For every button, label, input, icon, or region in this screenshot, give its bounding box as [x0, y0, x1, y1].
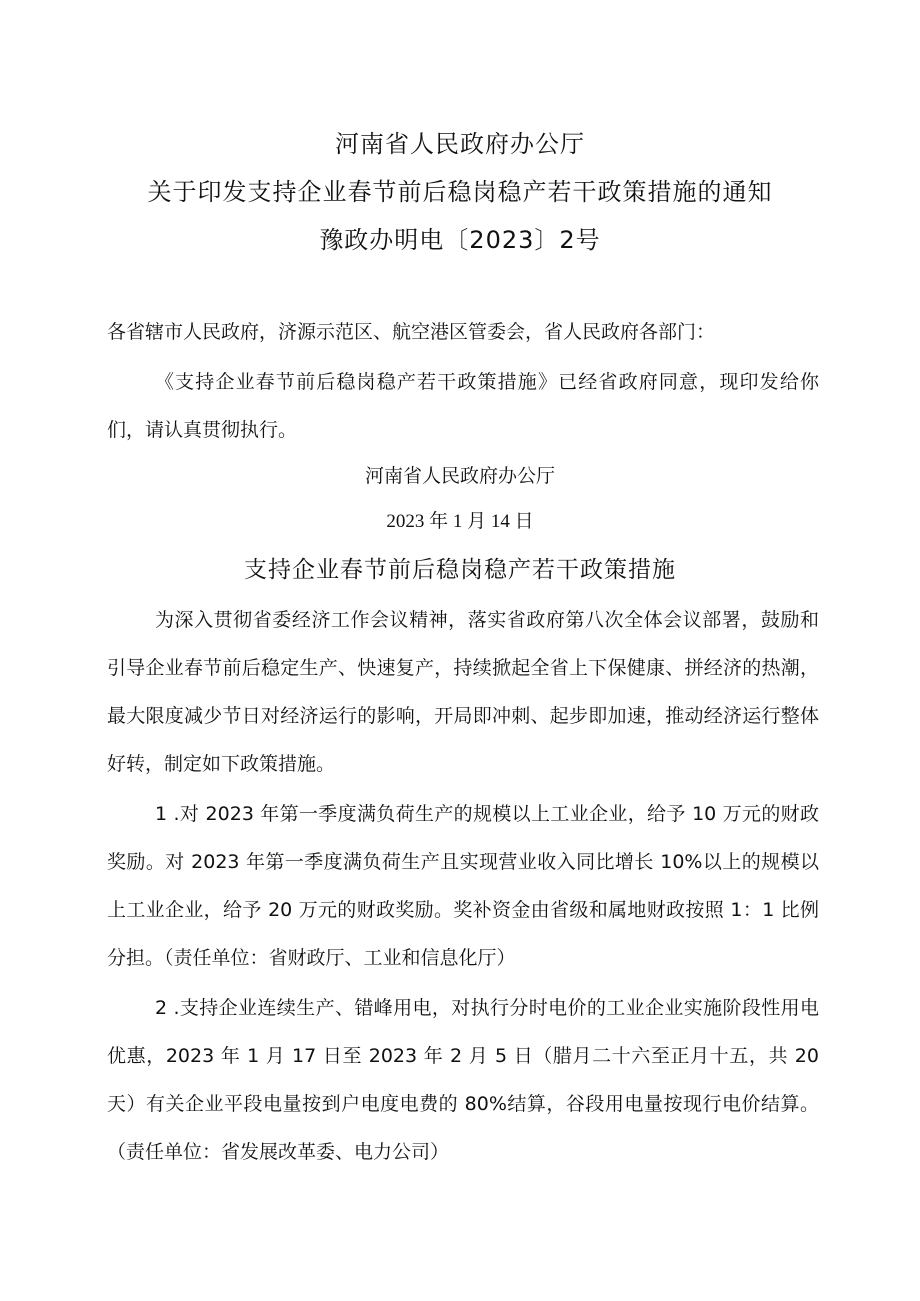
notice-title: 关于印发支持企业春节前后稳岗稳产若干政策措施的通知 — [147, 178, 773, 206]
preamble-paragraph: 为深入贯彻省委经济工作会议精神，落实省政府第八次全体会议部署，鼓励和引导企业春节前后稳定生产、快速复产，持续掀起全省上下保健康、拼经济的热潮，最大限度减少节日对经济运行的影响，开局即冲刺、起步即加速，推动经济运行整体好转，制定如下政策措施。 — [107, 609, 819, 775]
doc-number: 豫政办明电〔2023〕2号 — [319, 226, 601, 254]
issuer-title: 河南省人民政府办公厅 — [335, 130, 585, 158]
measure-item-2: 2 .支持企业连续生产、错峰用电，对执行分时电价的工业企业实施阶段性用电优惠，2023 年 1 月 17 日至 2023 年 2 月 5 日（腊月二十六至正月十五，共 20 天）有关企业平段电量按到户电度电费的 80%结算，谷段用电量按现行电价结算。（责任单位：省发展改革委、电力公司） — [107, 997, 819, 1163]
title-block — [0, 120, 920, 264]
measure-item-1: 1 .对 2023 年第一季度满负荷生产的规模以上工业企业，给予 10 万元的财政奖励。对 2023 年第一季度满负荷生产且实现营业收入同比增长 10%以上的规模以上工业企业，给予 20 万元的财政奖励。奖补资金由省级和属地财政按照 1：1 比例分担。（责任单位：省财政厅、工业和信息化厅） — [107, 803, 819, 969]
intro-paragraph: 《支持企业春节前后稳岗稳产若干政策措施》已经省政府同意，现印发给你们，请认真贯彻执行。 — [107, 371, 819, 441]
measures-title: 支持企业春节前后稳岗稳产若干政策措施 — [244, 557, 676, 583]
salutation: 各省辖市人民政府，济源示范区、航空港区管委会，省人民政府各部门： — [107, 321, 716, 343]
signature-date: 2023 年 1 月 14 日 — [386, 511, 534, 532]
signature-issuer: 河南省人民政府办公厅 — [364, 465, 555, 487]
